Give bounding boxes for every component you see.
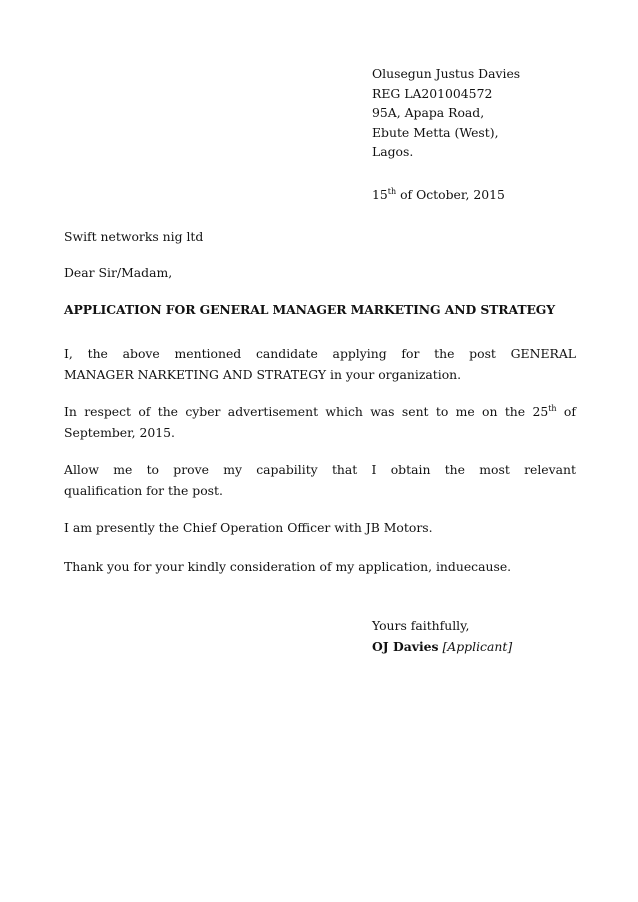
salutation — [64, 263, 576, 284]
sender-city: Lagos. — [372, 144, 414, 159]
paragraph-3-line-2: qualification for the post. — [64, 482, 223, 498]
sender-address — [372, 64, 612, 162]
valediction: Yours faithfully, — [372, 618, 470, 633]
date-rest: of October, 2015 — [396, 187, 505, 202]
signature-name: OJ Davies — [372, 639, 439, 654]
paragraph-4-text: I am presently the Chief Operation Officer with JB Motors. — [64, 520, 433, 535]
recipient-name: Swift networks nig ltd — [64, 229, 204, 244]
sender-area: Ebute Metta (West), — [372, 124, 499, 140]
sender-reg: REG LA201004572 — [372, 85, 493, 101]
recipient — [64, 227, 576, 248]
paragraph-1-line-1: I, the above mentioned candidate applying for the post GENERAL — [64, 346, 576, 361]
paragraph-2-text-b: of — [556, 404, 576, 419]
sender-name: Olusegun Justus Davies — [372, 66, 521, 81]
paragraph-5 — [64, 557, 576, 578]
date-day: 15 — [372, 187, 388, 202]
paragraph-2-text-a: In respect of the cyber advertisement which was sent to me on the 25 — [64, 404, 549, 419]
letter-date — [372, 185, 505, 205]
sender-street: 95A, Apapa Road, — [372, 105, 485, 120]
paragraph-2-line-2: September, 2015. — [64, 424, 175, 440]
paragraph-2-sup: th — [548, 403, 557, 413]
date-suffix: th — [387, 186, 397, 196]
signature-role: [Applicant] — [442, 639, 513, 654]
subject-text: APPLICATION FOR GENERAL MANAGER MARKETING AND STRATEGY — [64, 302, 556, 317]
paragraph-4 — [64, 518, 576, 539]
paragraph-2-line-1 — [64, 402, 576, 423]
paragraph-3-line-1: Allow me to prove my capability that I obtain the most relevant — [64, 462, 576, 477]
subject-line — [64, 300, 576, 321]
paragraph-1-line-2: MANAGER NARKETING AND STRATEGY in your organization. — [64, 366, 462, 382]
paragraph-1 — [64, 344, 576, 385]
signature — [372, 636, 512, 657]
salutation-text: Dear Sir/Madam, — [64, 265, 173, 280]
paragraph-5-text: Thank you for your kindly consideration of my application, induecause. — [64, 559, 512, 574]
paragraph-2 — [64, 402, 576, 443]
closing-block — [372, 615, 512, 657]
paragraph-3 — [64, 460, 576, 501]
